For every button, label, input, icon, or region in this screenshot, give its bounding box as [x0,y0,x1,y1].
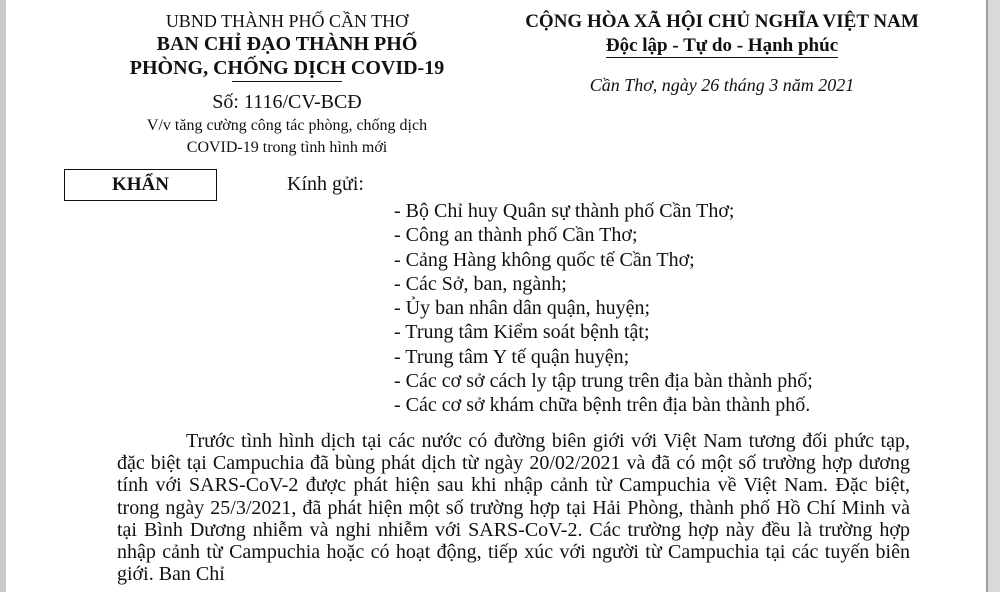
document-number: Số: 1116/CV-BCĐ [212,91,362,113]
issuing-org-name-cont: PHÒNG, CHỐNG DỊCH COVID-19 [129,57,445,79]
body-paragraph: Trước tình hình dịch tại các nước có đường biên giới với Việt Nam tương đối phức tạp, đặc biệt tại Campuchia đã bùng phát dịch từ ngày 20/02/2021 và đã có một số trường hợp dương tính với SARS-CoV-2 được phát hiện sau khi nhập cảnh từ Campuchia về Việt Nam. Đặc biệt, trong ngày 25/3/2021, đã phát hiện một số trường hợp tại Hải Phòng, thành phố Hồ Chí Minh và tại Bình Dương nhiễm và nghi nhiễm với SARS-CoV-2. Các trường hợp này đều là trường hợp nhập cảnh từ Campuchia hoặc có hoạt động, tiếp xúc với người từ Campuchia tại các tuyến biên giới. Ban Chỉ [117,430,910,586]
recipient-item: - Các Sở, ban, ngành; [394,272,567,295]
recipient-item: - Trung tâm Kiểm soát bệnh tật; [394,321,650,344]
recipient-item: - Các cơ sở cách ly tập trung trên địa bàn thành phố; [394,370,813,393]
recipient-list [394,199,813,418]
recipient-item: - Trung tâm Y tế quận huyện; [394,345,630,368]
issuing-org-name: BAN CHỈ ĐẠO THÀNH PHỐ [156,33,418,55]
recipient-item: - Công an thành phố Cần Thơ; [394,224,638,247]
issuing-org-parent: UBND THÀNH PHỐ CẦN THƠ [165,11,409,31]
greeting: Kính gửi: [287,173,364,195]
recipient-item: - Ủy ban nhân dân quận, huyện; [394,297,651,320]
viewer-left-edge [0,0,6,592]
place-and-date: Cần Thơ, ngày 26 tháng 3 năm 2021 [589,75,855,95]
issuing-authority-block [78,10,496,158]
national-motto: Độc lập - Tự do - Hạnh phúc [605,35,839,56]
recipient-item: - Bộ Chỉ huy Quân sự thành phố Cần Thơ; [394,200,735,222]
viewer-right-margin [988,0,1000,592]
issuing-org-underline [232,81,342,82]
subject-line-1: V/v tăng cường công tác phòng, chống dịch [146,117,428,134]
recipient-item: - Cảng Hàng không quốc tế Cần Thơ; [394,248,695,271]
national-heading-block [512,10,932,96]
urgent-label-box: KHẨN [64,169,217,201]
recipient-item: - Các cơ sở khám chữa bệnh trên địa bàn thành phố. [394,394,811,417]
subject-line-2: COVID-19 trong tình hình mới [186,139,388,156]
national-title: CỘNG HÒA XÃ HỘI CHỦ NGHĨA VIỆT NAM [525,11,919,32]
